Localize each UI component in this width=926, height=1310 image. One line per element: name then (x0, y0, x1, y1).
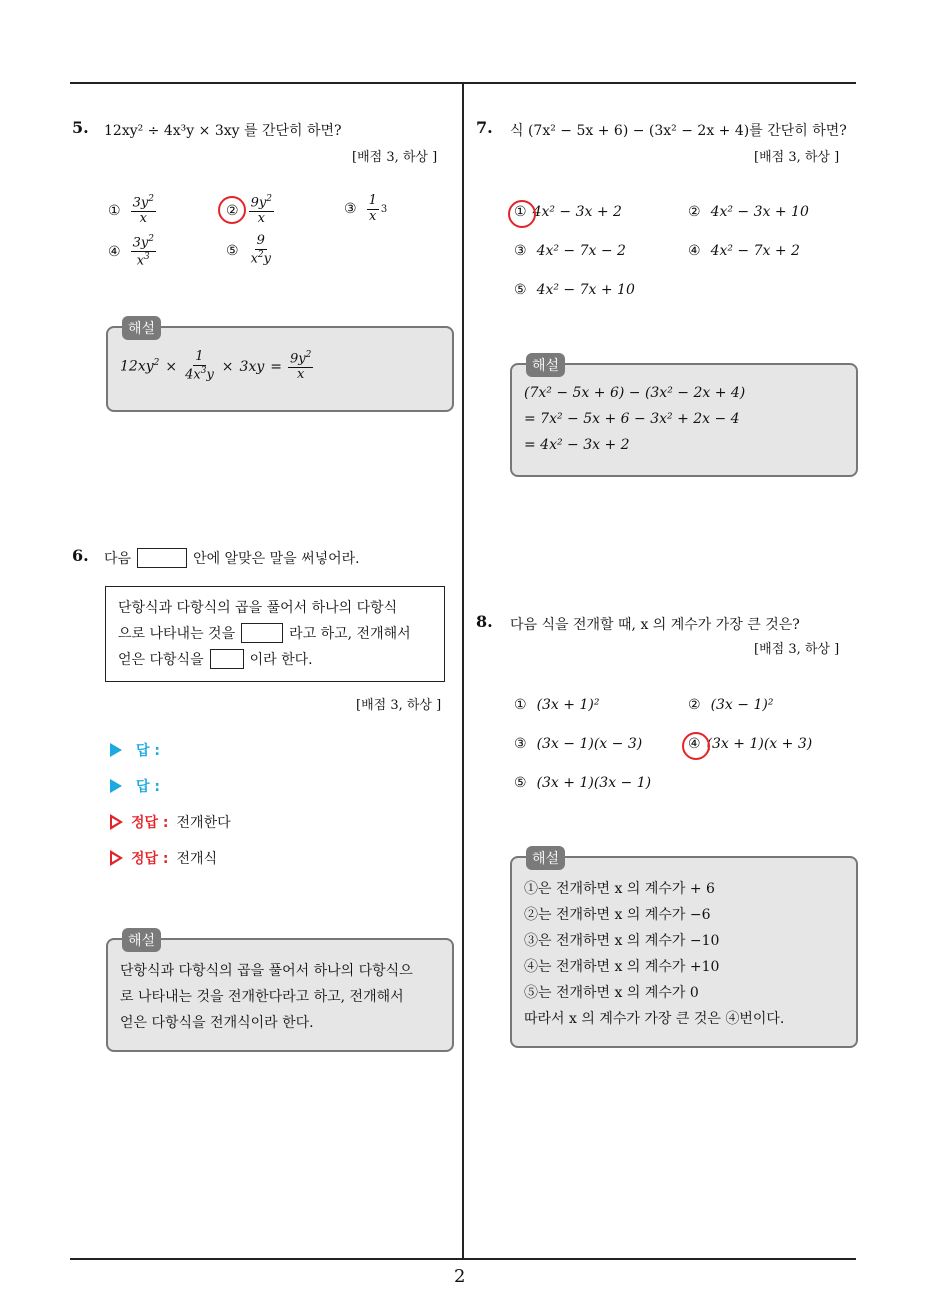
q6-answer-line-1[interactable]: 답 : (110, 740, 160, 760)
q5-option-3[interactable]: ③ $\frac{1}{x}$ 3 (344, 193, 388, 224)
question-8-text: 다음 식을 전개할 때, x 의 계수가 가장 큰 것은? (510, 617, 800, 633)
play-icon (110, 779, 122, 793)
q7-option-3[interactable]: ③ 4x² − 7x − 2 (514, 243, 626, 259)
q5-option-1[interactable]: ① $\frac{3y^2}{x}$ (108, 194, 154, 227)
q6-correct-line-2: 정답 : 전개식 (110, 848, 217, 868)
question-5-number: 5. (72, 118, 89, 137)
question-7-number: 7. (476, 118, 493, 137)
q5-option-2[interactable]: ② $\frac{9y^2}{x}$ (226, 194, 272, 227)
q8-option-5[interactable]: ⑤ (3x + 1)(3x − 1) (514, 775, 652, 791)
bottom-rule (70, 1258, 856, 1260)
q5-explanation-line: $12xy^2$ × $\frac{1}{4x^3y}$ × 3xy = $\frac{9y^2}{x}$ (120, 349, 312, 383)
q8-explanation-box: 해설 ①은 전개하면 x 의 계수가 + 6 ②는 전개하면 x 의 계수가 −6 ③은 전개하면 x 의 계수가 −10 ④는 전개하면 x 의 계수가 +10 ⑤는 전개하면 x 의 계수가 0 따라서 x 의 계수가 가장 큰 것은 ④번이다. (510, 856, 858, 1048)
q6-question-box: 단항식과 다항식의 곱을 풀어서 하나의 다항식 으로 나타내는 것을 라고 하고, 전개해서 얻은 다항식을 이라 한다. (105, 586, 445, 682)
question-6-text: 다음 안에 알맞은 말을 써넣어라. (104, 548, 360, 568)
question-8-score: [배점 3, 하상 ] (754, 642, 840, 657)
q6-correct-line-1: 정답 : 전개한다 (110, 812, 231, 832)
q7-explanation-box: 해설 (7x² − 5x + 6) − (3x² − 2x + 4) = 7x² − 5x + 6 − 3x² + 2x − 4 = 4x² − 3x + 2 (510, 363, 858, 477)
q6-prompt-blank (137, 548, 187, 568)
question-6-score: [배점 3, 하상 ] (356, 698, 442, 713)
column-divider (462, 84, 464, 1260)
question-7-score: [배점 3, 하상 ] (754, 150, 840, 165)
q8-option-4[interactable]: ④ (3x + 1)(x + 3) (688, 736, 813, 752)
question-5-score: [배점 3, 하상 ] (352, 150, 438, 165)
triangle-outline-icon (110, 814, 123, 830)
play-icon (110, 743, 122, 757)
question-5-text: 12xy² ÷ 4x³y × 3xy 를 간단히 하면? (104, 123, 342, 139)
q8-selected-mark (682, 732, 710, 760)
q5-explanation-box (106, 321, 454, 412)
q5-option-4[interactable]: ④ $\frac{3y^2}{x^3}$ (108, 234, 154, 269)
triangle-outline-icon (110, 850, 123, 866)
q5-selected-mark (218, 196, 246, 224)
q7-option-4[interactable]: ④ 4x² − 7x + 2 (688, 243, 800, 259)
q8-explanation-tag: 해설 (526, 846, 565, 870)
question-6-number: 6. (72, 546, 89, 565)
page-number: 2 (454, 1266, 466, 1287)
q7-option-5[interactable]: ⑤ 4x² − 7x + 10 (514, 282, 635, 298)
q8-option-2[interactable]: ② (3x − 1)² (688, 697, 774, 713)
q7-explanation-tag: 해설 (526, 353, 565, 377)
q8-option-1[interactable]: ① (3x + 1)² (514, 697, 600, 713)
q6-explanation-box: 해설 단항식과 다항식의 곱을 풀어서 하나의 다항식으 로 나타내는 것을 전개한다라고 하고, 전개해서 얻은 다항식을 전개식이라 한다. (106, 938, 454, 1052)
q7-selected-mark (508, 200, 536, 228)
q7-option-2[interactable]: ② 4x² − 3x + 10 (688, 204, 809, 220)
q8-option-3[interactable]: ③ (3x − 1)(x − 3) (514, 736, 643, 752)
q7-option-1[interactable]: ① 4x² − 3x + 2 (514, 204, 622, 220)
q5-explanation-tag: 해설 (122, 316, 161, 340)
q5-option-5[interactable]: ⑤ $\frac{9}{x^2y}$ (226, 233, 271, 267)
q6-answer-line-2[interactable]: 답 : (110, 776, 160, 796)
q6-blank-2[interactable] (210, 649, 244, 669)
q6-explanation-tag: 해설 (122, 928, 161, 952)
question-7-text: 식 (7x² − 5x + 6) − (3x² − 2x + 4)를 간단히 하면? (510, 123, 847, 139)
q6-blank-1[interactable] (241, 623, 283, 643)
question-8-number: 8. (476, 612, 493, 631)
